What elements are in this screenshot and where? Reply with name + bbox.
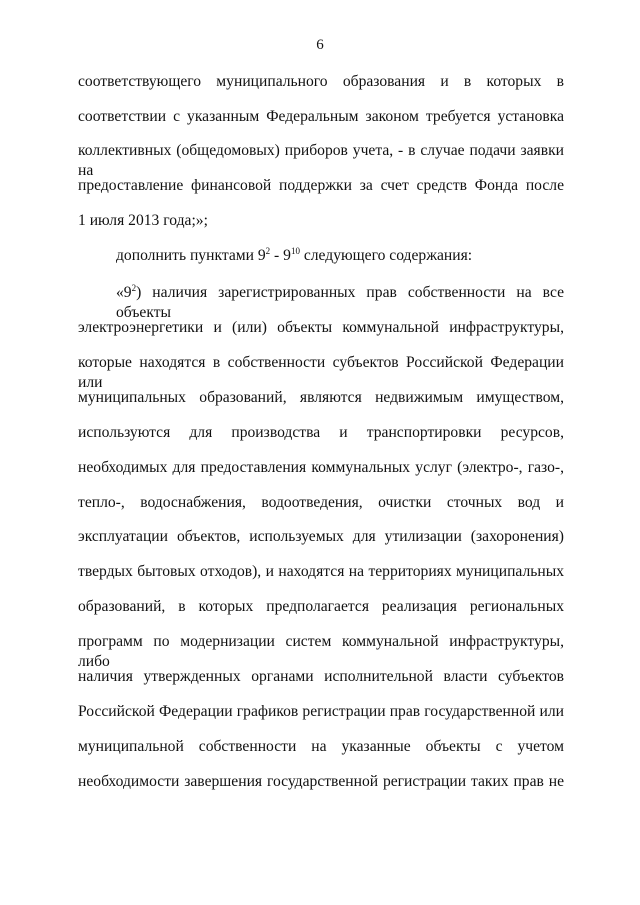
text-line: 1 июля 2013 года;»;	[78, 212, 208, 229]
text-line: электроэнергетики и (или) объекты коммунальной инфраструктуры,	[78, 319, 564, 336]
text-fragment: дополнить пунктами 9	[116, 247, 266, 264]
text-line: необходимых для предоставления коммунальных услуг (электро-, газо-,	[78, 459, 564, 476]
text-line: программ по модернизации систем коммунальной инфраструктуры, либо	[78, 633, 564, 670]
superscript: 2	[131, 283, 137, 293]
superscript: 2	[265, 246, 271, 256]
text-fragment: ) наличия зарегистрированных прав собственности на все объекты	[116, 284, 564, 321]
superscript: 10	[290, 246, 300, 256]
text-line: коллективных (общедомовых) приборов учета, - в случае подачи заявки на	[78, 142, 564, 179]
text-fragment: следующего содержания:	[299, 247, 473, 264]
text-line: используются для производства и транспортировки ресурсов,	[78, 424, 564, 441]
text-fragment: - 9	[270, 247, 291, 264]
text-line: предоставление финансовой поддержки за счет средств Фонда после	[78, 177, 564, 194]
text-fragment: «9	[116, 284, 132, 301]
text-line-with-superscripts	[116, 246, 564, 266]
text-line: соответствии с указанным Федеральным законом требуется установка	[78, 108, 564, 125]
text-line: соответствующего муниципального образования и в которых в	[78, 73, 564, 90]
text-line: муниципальной собственности на указанные объекты с учетом	[78, 738, 564, 755]
text-line: эксплуатации объектов, используемых для утилизации (захоронения)	[78, 528, 564, 545]
text-line: образований, в которых предполагается реализация региональных	[78, 598, 564, 615]
text-line: которые находятся в собственности субъектов Российской Федерации или	[78, 354, 564, 391]
text-line: наличия утвержденных органами исполнительной власти субъектов	[78, 668, 564, 685]
text-line: муниципальных образований, являются недвижимым имуществом,	[78, 389, 564, 406]
text-line: необходимости завершения государственной регистрации таких прав не	[78, 773, 564, 790]
text-line: тепло-, водоснабжения, водоотведения, очистки сточных вод и	[78, 494, 564, 511]
text-line: Российской Федерации графиков регистрации прав государственной или	[78, 703, 564, 720]
text-line-with-superscripts	[116, 283, 564, 323]
page-number: 6	[316, 37, 324, 53]
text-line: твердых бытовых отходов), и находятся на территориях муниципальных	[78, 563, 564, 580]
